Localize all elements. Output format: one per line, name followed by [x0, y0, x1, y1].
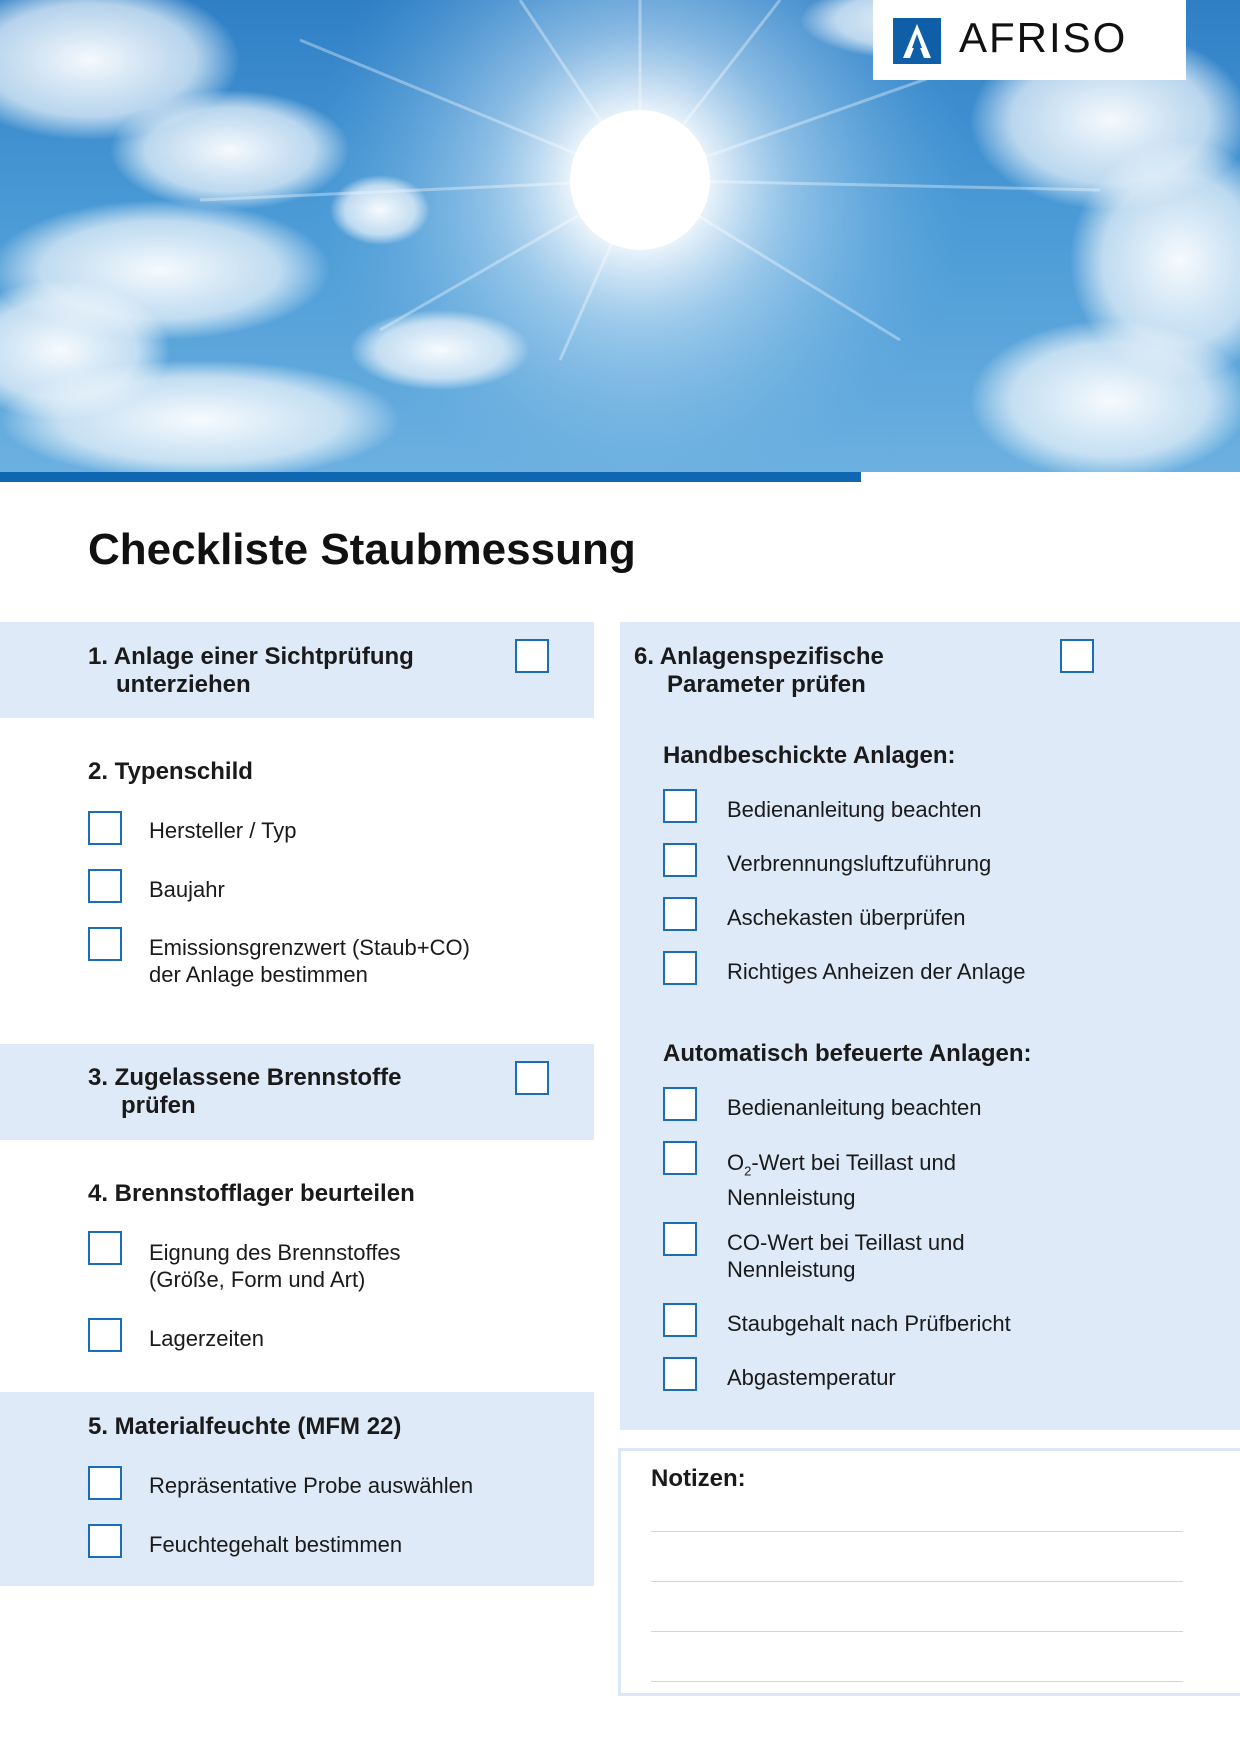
checkbox-auto-bedienanleitung[interactable] [663, 1087, 697, 1121]
checkbox-o2-wert[interactable] [663, 1141, 697, 1175]
section-2-heading: 2. Typenschild [88, 758, 253, 785]
checkbox-eignung-brennstoff[interactable] [88, 1231, 122, 1265]
item-abgastemperatur: Abgastemperatur [727, 1365, 896, 1390]
section-3-heading [88, 1064, 401, 1120]
checkbox-manual-bedienanleitung[interactable] [663, 789, 697, 823]
manual-systems-heading: Handbeschickte Anlagen: [663, 742, 956, 769]
checkbox-emissionsgrenzwert[interactable] [88, 927, 122, 961]
checkbox-anheizen[interactable] [663, 951, 697, 985]
item-staubgehalt: Staubgehalt nach Prüfbericht [727, 1311, 1011, 1336]
checkbox-aschekasten[interactable] [663, 897, 697, 931]
o2-text: -Wert bei Teillast und [751, 1150, 956, 1175]
accent-bar [0, 472, 861, 482]
checkbox-abgastemperatur[interactable] [663, 1357, 697, 1391]
checkbox-feuchtegehalt[interactable] [88, 1524, 122, 1558]
item-baujahr: Baujahr [149, 877, 225, 902]
hero-sky-image [0, 0, 1240, 472]
section-5-heading: 5. Materialfeuchte (MFM 22) [88, 1413, 402, 1440]
section-3-heading-line2: prüfen [121, 1092, 196, 1119]
section-1-heading-line2: unterziehen [116, 671, 251, 698]
o2-symbol: O [727, 1150, 745, 1175]
section-3-checkbox[interactable] [515, 1061, 549, 1095]
co-line2: Nennleistung [727, 1257, 856, 1282]
section-1-heading-line1: 1. Anlage einer Sichtprüfung [88, 643, 414, 670]
item-eignung-brennstoff [149, 1239, 401, 1293]
checkbox-repraesentative-probe[interactable] [88, 1466, 122, 1500]
item-eignung-line1: Eignung des Brennstoffes [149, 1240, 401, 1265]
item-feuchtegehalt: Feuchtegehalt bestimmen [149, 1532, 403, 1557]
o2-line2: Nennleistung [727, 1185, 856, 1211]
section-6-checkbox[interactable] [1060, 639, 1094, 673]
item-emissionsgrenzwert-line1: Emissionsgrenzwert (Staub+CO) [149, 935, 470, 960]
afriso-logo-icon [893, 18, 941, 64]
checkbox-baujahr[interactable] [88, 869, 122, 903]
section-6-heading-line2: Parameter prüfen [667, 671, 866, 698]
brand-name: AFRISO [959, 14, 1128, 61]
automatic-systems-heading: Automatisch befeuerte Anlagen: [663, 1040, 1032, 1067]
item-lagerzeiten: Lagerzeiten [149, 1326, 264, 1351]
item-emissionsgrenzwert-line2: der Anlage bestimmen [149, 962, 368, 987]
item-auto-bedienanleitung: Bedienanleitung beachten [727, 1095, 982, 1120]
checkbox-hersteller-typ[interactable] [88, 811, 122, 845]
notes-title: Notizen: [651, 1465, 746, 1492]
section-4-heading: 4. Brennstofflager beurteilen [88, 1180, 415, 1207]
item-repraesentative-probe: Repräsentative Probe auswählen [149, 1473, 474, 1498]
notes-box[interactable] [618, 1448, 1240, 1696]
note-line [651, 1531, 1183, 1532]
checkbox-staubgehalt[interactable] [663, 1303, 697, 1337]
brand-logo [873, 0, 1186, 80]
checkbox-lagerzeiten[interactable] [88, 1318, 122, 1352]
checkbox-verbrennungsluft[interactable] [663, 843, 697, 877]
section-1-heading [88, 643, 414, 699]
page-title: Checkliste Staubmessung [88, 525, 636, 574]
section-1-checkbox[interactable] [515, 639, 549, 673]
item-co-wert [727, 1229, 965, 1283]
co-line1: CO-Wert bei Teillast und [727, 1230, 965, 1255]
item-emissionsgrenzwert [149, 934, 470, 988]
item-eignung-line2: (Größe, Form und Art) [149, 1267, 366, 1292]
item-hersteller-typ: Hersteller / Typ [149, 818, 297, 843]
section-6-heading [634, 643, 884, 699]
o2-subscript: 2 [744, 1163, 752, 1179]
item-aschekasten: Aschekasten überprüfen [727, 905, 966, 930]
section-6-heading-line1: 6. Anlagenspezifische [634, 643, 884, 670]
note-line [651, 1631, 1183, 1632]
item-verbrennungsluft: Verbrennungsluftzuführung [727, 851, 992, 876]
note-line [651, 1681, 1183, 1682]
item-manual-bedienanleitung: Bedienanleitung beachten [727, 797, 982, 822]
section-3-heading-line1: 3. Zugelassene Brennstoffe [88, 1064, 402, 1091]
note-line [651, 1581, 1183, 1582]
item-anheizen: Richtiges Anheizen der Anlage [727, 959, 1026, 984]
item-o2-wert [727, 1149, 956, 1211]
checkbox-co-wert[interactable] [663, 1222, 697, 1256]
